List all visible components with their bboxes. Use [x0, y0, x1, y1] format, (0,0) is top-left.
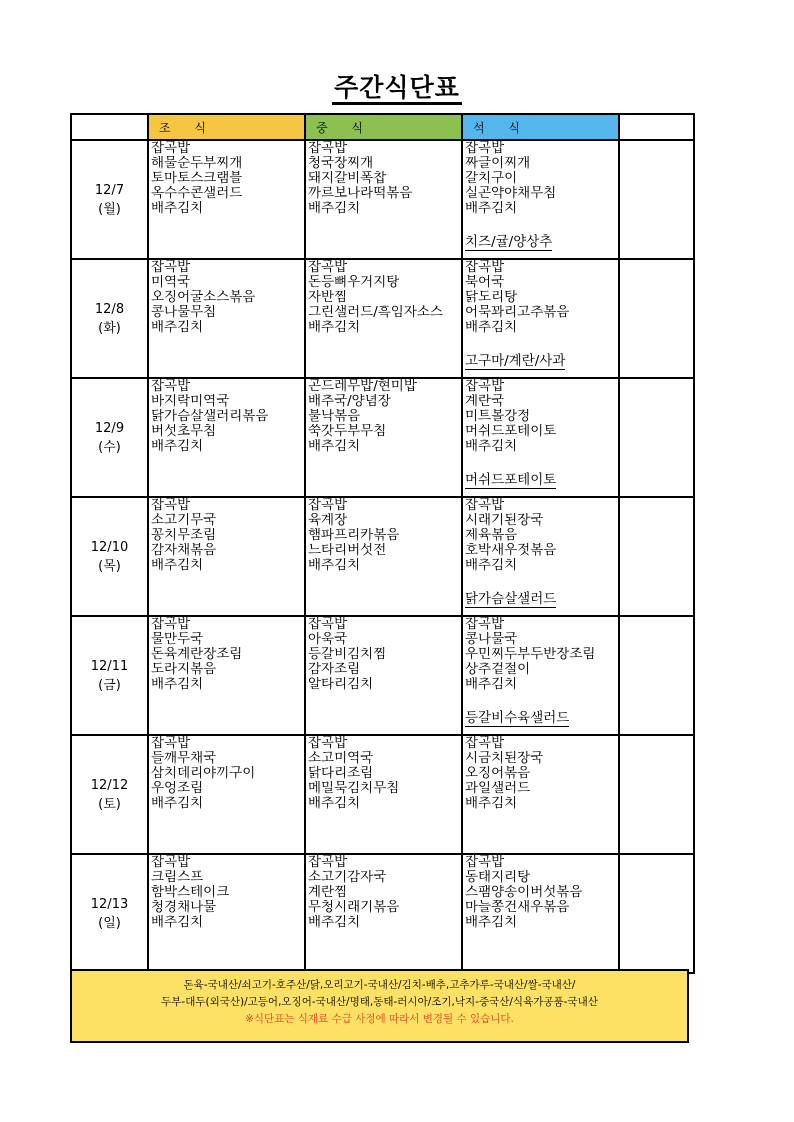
breakfast-item: 잡곡밥 — [151, 617, 191, 632]
extra-cell — [619, 497, 694, 616]
page-title-text: 주간식단표 — [332, 73, 462, 105]
lunch-item: 돈등뼈우거지탕 — [308, 275, 400, 290]
breakfast-item: 토마토스크램블 — [151, 171, 243, 186]
dinner-item: 잡곡밥 — [465, 498, 505, 513]
extra-cell — [619, 140, 694, 259]
dinner-cell — [462, 378, 619, 497]
breakfast-item: 버섯초무침 — [151, 424, 217, 439]
breakfast-cell — [148, 140, 305, 259]
breakfast-item: 우엉조림 — [151, 781, 204, 796]
dinner-cell — [462, 854, 619, 973]
lunch-cell — [305, 735, 462, 854]
lunch-item: 잡곡밥 — [308, 736, 348, 751]
lunch-item: 쑥갓두부무침 — [308, 424, 387, 439]
origin-line-2: 두부-대두(외국산)/고등어,오징어-국내산/명태,동태-러시아/조기,낙지-중국산/식육가공품-국내산 — [161, 996, 598, 1008]
day-weekday: (일) — [98, 915, 121, 931]
lunch-item: 계란찜 — [308, 885, 348, 900]
breakfast-item: 배추김치 — [151, 320, 204, 335]
breakfast-item: 꽁치무조림 — [151, 528, 217, 543]
dinner-item: 갈치구이 — [465, 171, 518, 186]
dinner-item: 시금치된장국 — [465, 751, 544, 766]
breakfast-item: 배추김치 — [151, 201, 204, 216]
breakfast-item: 청경채나물 — [151, 900, 217, 915]
lunch-item: 잡곡밥 — [308, 617, 348, 632]
day-cell — [71, 140, 148, 259]
breakfast-cell — [148, 735, 305, 854]
dinner-cell — [462, 259, 619, 378]
dinner-item: 우민찌두부두반장조림 — [465, 647, 596, 662]
breakfast-item: 배추김치 — [151, 439, 204, 454]
breakfast-item: 미역국 — [151, 275, 191, 290]
lunch-cell — [305, 378, 462, 497]
breakfast-item: 잡곡밥 — [151, 855, 191, 870]
lunch-item: 자반찜 — [308, 290, 348, 305]
dinner-cell — [462, 735, 619, 854]
breakfast-item: 감자채볶음 — [151, 543, 217, 558]
lunch-item: 배추김치 — [308, 558, 361, 573]
breakfast-item: 잡곡밥 — [151, 736, 191, 751]
header-breakfast: 조 식 — [148, 114, 305, 140]
day-cell — [71, 854, 148, 973]
breakfast-item: 바지락미역국 — [151, 394, 230, 409]
day-date: 12/12 — [90, 777, 129, 793]
dinner-side-item: 치즈/귤/양상추 — [465, 234, 553, 250]
dinner-item: 상추겉절이 — [465, 662, 531, 677]
day-cell — [71, 735, 148, 854]
dinner-item: 미트볼강정 — [465, 409, 531, 424]
extra-cell — [619, 616, 694, 735]
breakfast-cell — [148, 854, 305, 973]
dinner-cell — [462, 497, 619, 616]
page-title — [0, 68, 794, 104]
breakfast-item: 들깨무채국 — [151, 751, 217, 766]
header-lunch: 중 식 — [305, 114, 462, 140]
lunch-cell — [305, 854, 462, 973]
lunch-item: 소고미역국 — [308, 751, 374, 766]
day-cell — [71, 259, 148, 378]
dinner-item: 북어국 — [465, 275, 505, 290]
lunch-item: 곤드레무밥/현미밥 — [308, 379, 417, 394]
day-weekday: (목) — [98, 558, 121, 574]
breakfast-item: 배추김치 — [151, 915, 204, 930]
dinner-item: 닭도리탕 — [465, 290, 518, 305]
breakfast-item: 옥수수콘샐러드 — [151, 186, 243, 201]
extra-cell — [619, 378, 694, 497]
breakfast-item: 삼치데리야끼구이 — [151, 766, 256, 781]
lunch-item: 육계장 — [308, 513, 348, 528]
lunch-item: 배추김치 — [308, 439, 361, 454]
dinner-item: 배추김치 — [465, 796, 518, 811]
day-date: 12/7 — [94, 182, 125, 198]
day-date: 12/8 — [94, 301, 125, 317]
menu-body — [71, 140, 694, 973]
lunch-cell — [305, 497, 462, 616]
dinner-item: 시래기된장국 — [465, 513, 544, 528]
dinner-side-item: 고구마/계란/사과 — [465, 353, 566, 369]
dinner-item: 오징어볶음 — [465, 766, 531, 781]
breakfast-item: 배추김치 — [151, 558, 204, 573]
day-row — [71, 616, 694, 735]
breakfast-item: 물만두국 — [151, 632, 204, 647]
dinner-item: 잡곡밥 — [465, 379, 505, 394]
header-dinner: 석 식 — [462, 114, 619, 140]
dinner-side-item: 머쉬드포테이토 — [465, 472, 557, 488]
lunch-item: 햄파프리카볶음 — [308, 528, 400, 543]
lunch-item: 배추국/양념장 — [308, 394, 391, 409]
weekly-menu-table — [70, 113, 695, 974]
lunch-item: 아욱국 — [308, 632, 348, 647]
lunch-cell — [305, 616, 462, 735]
dinner-side-item: 등갈비수육샐러드 — [465, 710, 570, 726]
lunch-item: 닭다리조림 — [308, 766, 374, 781]
day-row — [71, 497, 694, 616]
dinner-item: 배추김치 — [465, 201, 518, 216]
day-weekday: (토) — [98, 796, 121, 812]
day-weekday: (금) — [98, 677, 121, 693]
breakfast-item: 콩나물무침 — [151, 305, 217, 320]
lunch-item: 불낙볶음 — [308, 409, 361, 424]
dinner-item: 배추김치 — [465, 558, 518, 573]
dinner-item: 호박새우젓볶음 — [465, 543, 557, 558]
day-date: 12/10 — [90, 539, 129, 555]
dinner-item: 잡곡밥 — [465, 141, 505, 156]
dinner-item: 스팸양송이버섯볶음 — [465, 885, 583, 900]
day-weekday: (화) — [98, 320, 121, 336]
dinner-item: 제육볶음 — [465, 528, 518, 543]
extra-cell — [619, 735, 694, 854]
dinner-item: 머쉬드포테이토 — [465, 424, 557, 439]
header-date-cell — [71, 114, 148, 140]
dinner-item: 잡곡밥 — [465, 617, 505, 632]
lunch-item: 등갈비김치찜 — [308, 647, 387, 662]
change-notice: ※식단표는 식재료 수급 사정에 따라서 변경될 수 있습니다. — [245, 1013, 514, 1025]
dinner-item: 어묵꽈리고추볶음 — [465, 305, 570, 320]
breakfast-item: 배추김치 — [151, 796, 204, 811]
dinner-cell — [462, 616, 619, 735]
lunch-item: 청국장찌개 — [308, 156, 374, 171]
breakfast-item: 소고기무국 — [151, 513, 217, 528]
day-date: 12/11 — [90, 658, 129, 674]
dinner-item: 계란국 — [465, 394, 505, 409]
breakfast-item: 돈육계란장조림 — [151, 647, 243, 662]
lunch-item: 배추김치 — [308, 320, 361, 335]
lunch-item: 메밀묵김치무침 — [308, 781, 400, 796]
dinner-item: 짜글이찌개 — [465, 156, 531, 171]
extra-cell — [619, 259, 694, 378]
header-row — [71, 114, 694, 140]
day-row — [71, 735, 694, 854]
day-row — [71, 854, 694, 973]
lunch-item: 잡곡밥 — [308, 260, 348, 275]
dinner-item: 과일샐러드 — [465, 781, 531, 796]
footer-origin-box — [70, 969, 689, 1043]
lunch-cell — [305, 140, 462, 259]
lunch-item: 까르보나라떡볶음 — [308, 186, 413, 201]
breakfast-cell — [148, 378, 305, 497]
dinner-item: 배추김치 — [465, 320, 518, 335]
lunch-item: 배추김치 — [308, 915, 361, 930]
breakfast-cell — [148, 616, 305, 735]
lunch-item: 돼지갈비폭찹 — [308, 171, 387, 186]
breakfast-item: 해물순두부찌개 — [151, 156, 243, 171]
dinner-side-item: 닭가슴살샐러드 — [465, 591, 557, 607]
breakfast-cell — [148, 259, 305, 378]
extra-cell — [619, 854, 694, 973]
day-row — [71, 140, 694, 259]
lunch-item: 잡곡밥 — [308, 141, 348, 156]
dinner-item: 콩나물국 — [465, 632, 518, 647]
dinner-item: 잡곡밥 — [465, 855, 505, 870]
day-weekday: (수) — [98, 439, 121, 455]
dinner-item: 배추김치 — [465, 915, 518, 930]
day-cell — [71, 616, 148, 735]
breakfast-item: 닭가슴살샐러리볶음 — [151, 409, 269, 424]
origin-line-1: 돈육-국내산/쇠고기-호주산/닭,오리고기-국내산/김치-배추,고추가루-국내산/쌀-국내산/ — [183, 979, 576, 991]
lunch-item: 배추김치 — [308, 201, 361, 216]
day-cell — [71, 378, 148, 497]
breakfast-item: 도라지볶음 — [151, 662, 217, 677]
dinner-item: 실곤약야채무침 — [465, 186, 557, 201]
header-extra-cell — [619, 114, 694, 140]
breakfast-item: 크림스프 — [151, 870, 204, 885]
day-row — [71, 259, 694, 378]
day-weekday: (월) — [98, 201, 121, 217]
dinner-item: 잡곡밥 — [465, 736, 505, 751]
dinner-item: 잡곡밥 — [465, 260, 505, 275]
breakfast-item: 잡곡밥 — [151, 498, 191, 513]
breakfast-item: 잡곡밥 — [151, 141, 191, 156]
dinner-cell — [462, 140, 619, 259]
breakfast-item: 오징어굴소스볶음 — [151, 290, 256, 305]
day-cell — [71, 497, 148, 616]
breakfast-item: 잡곡밥 — [151, 379, 191, 394]
lunch-item: 느타리버섯전 — [308, 543, 387, 558]
lunch-item: 알타리김치 — [308, 677, 374, 692]
lunch-item: 배추김치 — [308, 796, 361, 811]
dinner-item: 배추김치 — [465, 439, 518, 454]
lunch-item: 소고기감자국 — [308, 870, 387, 885]
breakfast-item: 함박스테이크 — [151, 885, 230, 900]
dinner-item: 동태지리탕 — [465, 870, 531, 885]
day-row — [71, 378, 694, 497]
dinner-item: 배추김치 — [465, 677, 518, 692]
day-date: 12/13 — [90, 896, 129, 912]
day-date: 12/9 — [94, 420, 125, 436]
breakfast-cell — [148, 497, 305, 616]
lunch-item: 그린샐러드/흑임자소스 — [308, 305, 443, 320]
dinner-item: 마늘쫑건새우볶음 — [465, 900, 570, 915]
breakfast-item: 잡곡밥 — [151, 260, 191, 275]
lunch-item: 잡곡밥 — [308, 498, 348, 513]
lunch-item: 감자조림 — [308, 662, 361, 677]
lunch-item: 잡곡밥 — [308, 855, 348, 870]
lunch-item: 무청시래기볶음 — [308, 900, 400, 915]
lunch-cell — [305, 259, 462, 378]
breakfast-item: 배추김치 — [151, 677, 204, 692]
